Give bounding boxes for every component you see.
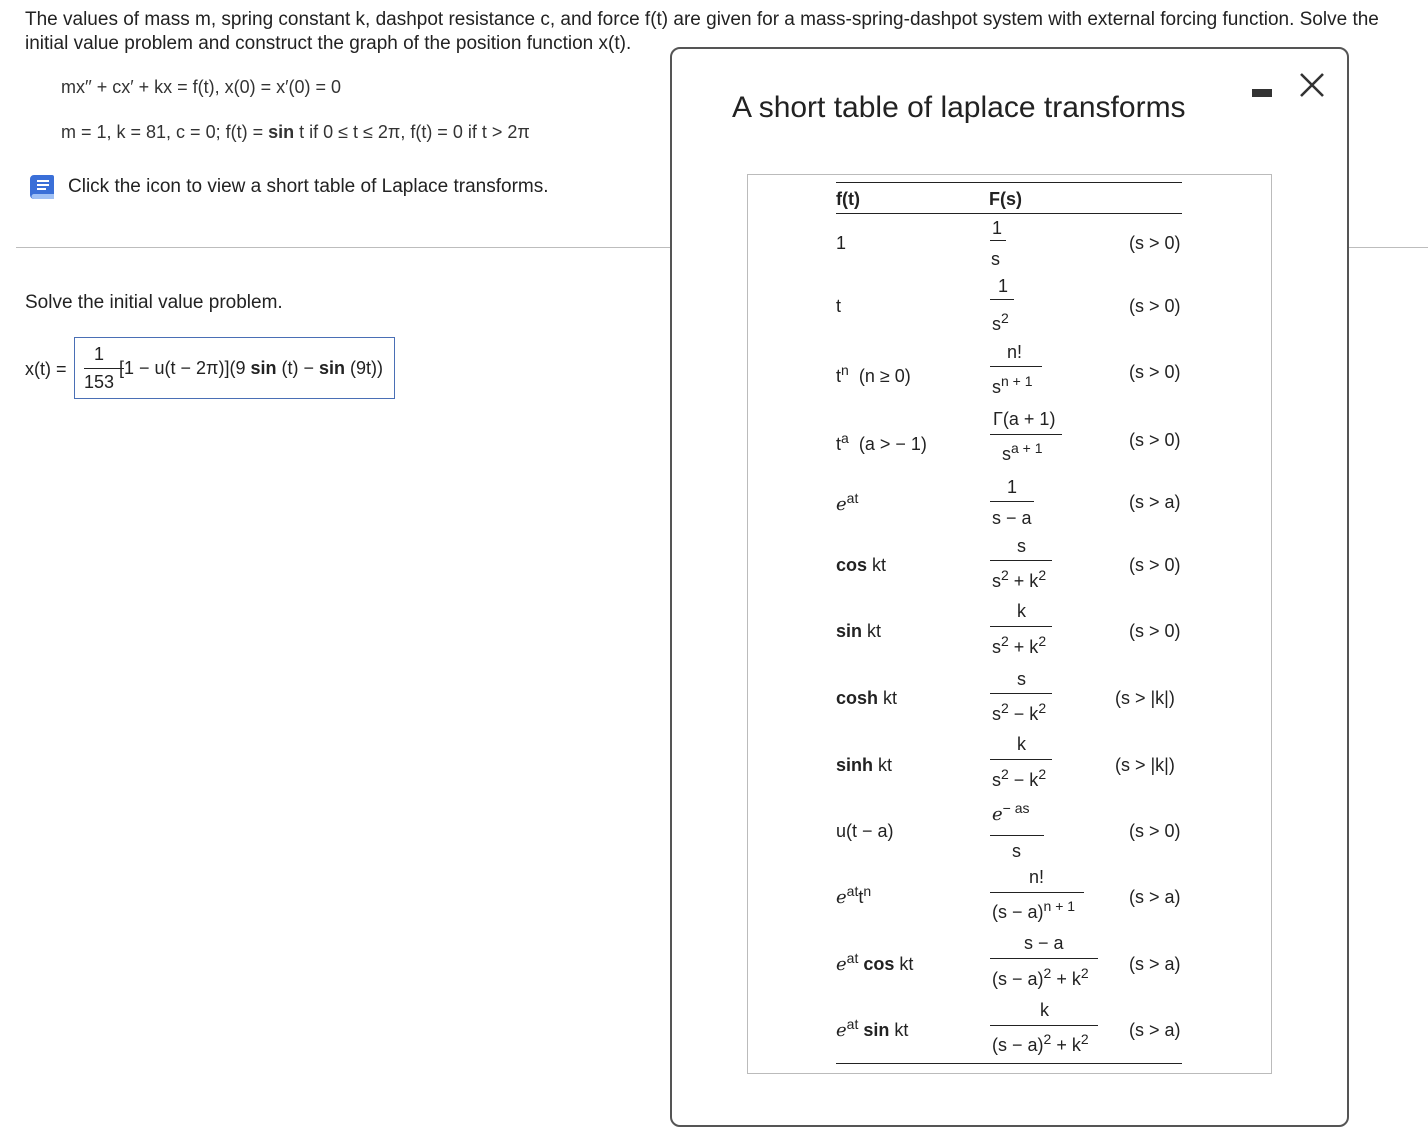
row-11-num: n! [1029, 867, 1045, 887]
row-8-cond: (s > |k|) [1115, 688, 1175, 708]
dialog-title: A short table of laplace transforms [732, 91, 1186, 124]
answer-numerator: 1 [94, 344, 105, 364]
row-7-den: $s^2 + k^2$ [992, 633, 1047, 657]
row-10-den: s [1012, 841, 1021, 861]
row-2-f: t [836, 296, 842, 316]
row-4-cond: (s > 0) [1129, 430, 1181, 450]
row-3-f: $t^n$ (n ≥ 0) [836, 362, 911, 386]
row-2-den: $s^2$ [992, 310, 1009, 334]
row-1-den: s [991, 249, 1000, 269]
row-10-num: $e^{- as}$ [992, 800, 1030, 825]
minimize-button[interactable] [1252, 89, 1272, 97]
row-6-den: $s^2 + k^2$ [992, 567, 1047, 591]
section-divider-right [1349, 247, 1428, 248]
row-4-f: $t^a$ (a > − 1) [836, 430, 927, 454]
header-F: F(s) [989, 189, 1022, 209]
row-7-f: sin kt [836, 621, 882, 641]
laplace-table-link[interactable] [28, 172, 549, 202]
row-6-num: s [1017, 536, 1026, 556]
row-3-cond: (s > 0) [1129, 362, 1181, 382]
differential-equation: mx′′ + cx′ + kx = f(t), x(0) = x′(0) = 0 [61, 77, 342, 97]
solve-prompt: Solve the initial value problem. [25, 292, 283, 313]
problem-parameters: m = 1, k = 81, c = 0; f(t) = sin t if 0 ≤ t ≤ 2π, f(t) = 0 if t > 2π [61, 122, 530, 142]
row-9-cond: (s > |k|) [1115, 755, 1175, 775]
row-4-den: $s^{a + 1}$ [1002, 440, 1043, 464]
row-1-num: 1 [992, 218, 1003, 238]
answer-input[interactable] [74, 337, 395, 399]
header-f: f(t) [836, 189, 860, 209]
laplace-table [747, 174, 1272, 1074]
row-13-num: k [1040, 1000, 1049, 1020]
row-8-f: cosh kt [836, 688, 898, 708]
row-12-f: $e^{at}$ cos kt [836, 950, 914, 975]
row-13-f: $e^{at}$ sin kt [836, 1016, 909, 1041]
row-9-den: $s^2 - k^2$ [992, 766, 1047, 790]
row-12-cond: (s > a) [1129, 954, 1181, 974]
close-icon[interactable] [1298, 71, 1326, 99]
row-11-cond: (s > a) [1129, 887, 1181, 907]
row-6-f: cos kt [836, 555, 887, 575]
row-4-num: Γ(a + 1) [993, 409, 1056, 429]
row-1-f: 1 [836, 233, 847, 253]
row-3-den: $s^{n + 1}$ [992, 373, 1033, 397]
row-12-num: s − a [1024, 933, 1064, 953]
row-10-cond: (s > 0) [1129, 821, 1181, 841]
answer-expression: [1 − u(t − 2π)](9 sin (t) − sin (9t)) [119, 358, 384, 378]
answer-denominator: 153 [84, 372, 115, 392]
table-top-rule [836, 182, 1182, 183]
row-5-f: $e^{at}$ [836, 490, 859, 515]
row-2-cond: (s > 0) [1129, 296, 1181, 316]
row-2-num: 1 [998, 276, 1009, 296]
row-5-num: 1 [1007, 477, 1018, 497]
problem-statement: The values of mass m, spring constant k, dashpot resistance c, and force f(t) are given for a mass-spring-dashpot system with external forcing function. Solve the initial value problem and construct the graph of the position function x(t). [25, 9, 1379, 54]
book-icon[interactable] [28, 173, 56, 201]
row-5-cond: (s > a) [1129, 492, 1181, 512]
row-7-num: k [1017, 601, 1026, 621]
row-8-num: s [1017, 669, 1026, 689]
row-8-den: $s^2 - k^2$ [992, 700, 1047, 724]
row-12-den: $(s - a)^2 + k^2$ [992, 965, 1089, 989]
answer-label: x(t) = [25, 359, 67, 379]
row-13-cond: (s > a) [1129, 1020, 1181, 1040]
row-11-den: $(s - a)^{n + 1}$ [992, 898, 1076, 922]
row-11-f: $e^{at}t^n$ [836, 883, 872, 908]
row-9-num: k [1017, 734, 1026, 754]
section-divider-left [16, 247, 670, 248]
table-bottom-rule [836, 1063, 1182, 1064]
row-13-den: $(s - a)^2 + k^2$ [992, 1031, 1089, 1055]
row-5-den: s − a [992, 508, 1032, 528]
row-6-cond: (s > 0) [1129, 555, 1181, 575]
help-text[interactable]: Click the icon to view a short table of Laplace transforms. [68, 176, 549, 197]
row-9-f: sinh kt [836, 755, 893, 775]
row-7-cond: (s > 0) [1129, 621, 1181, 641]
row-10-f: u(t − a) [836, 821, 894, 841]
table-header-rule [836, 213, 1182, 214]
row-1-cond: (s > 0) [1129, 233, 1181, 253]
row-3-num: n! [1007, 342, 1023, 362]
